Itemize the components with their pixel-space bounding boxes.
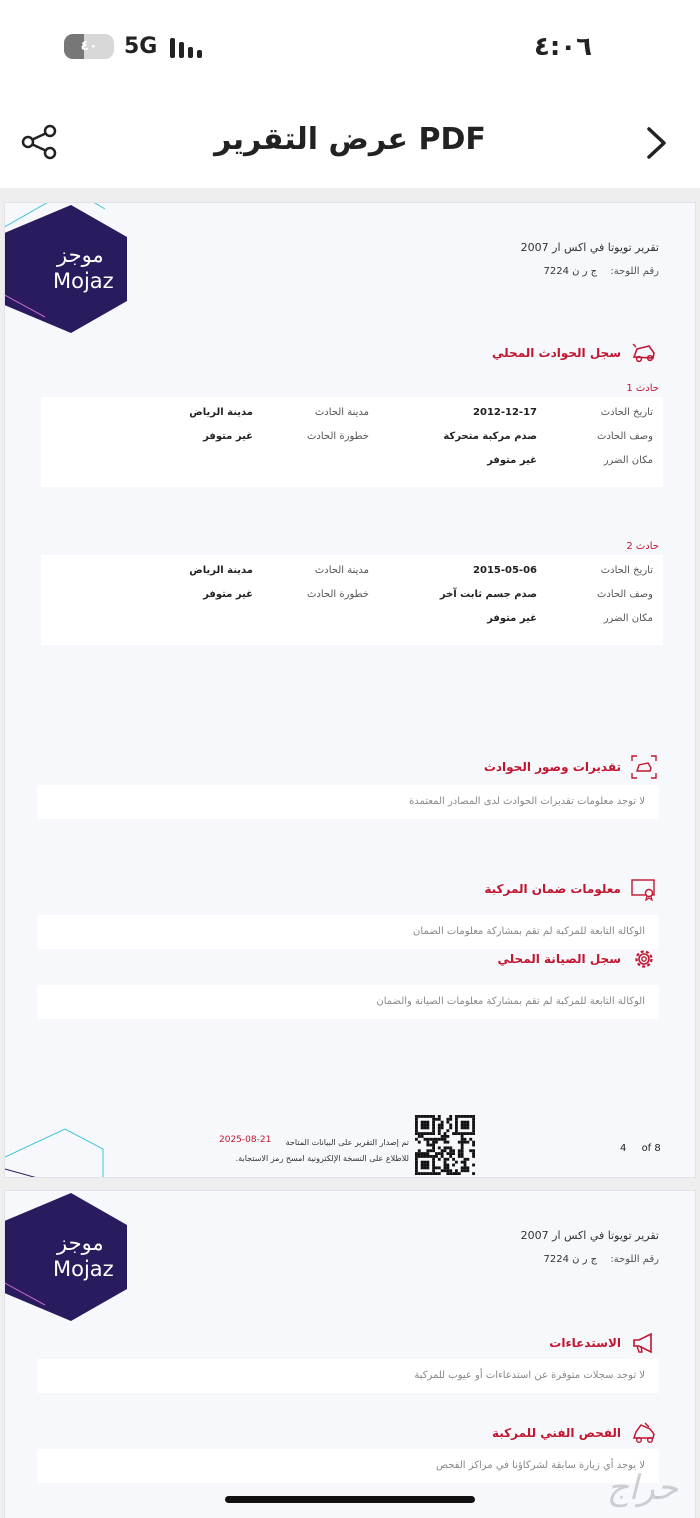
pdf-page — [4, 1190, 696, 1518]
section-title-text: سجل الصيانة المحلي — [497, 952, 621, 966]
warranty-empty-message: الوكالة التابعة للمركبة لم تقم بمشاركة معلومات الضمان — [37, 915, 659, 949]
label-city: مدينة الحادث — [314, 565, 369, 576]
pdf-page — [4, 202, 696, 1178]
label-city: مدينة الحادث — [314, 407, 369, 418]
chevron-back-icon[interactable] — [644, 126, 668, 160]
report-title: تقرير تويوتا في اكس ار 2007 — [520, 241, 659, 254]
certificate-icon — [631, 877, 657, 901]
mojaz-logo — [5, 1191, 135, 1321]
value-city: مدينة الرياض — [189, 565, 253, 576]
section-inspection-title — [492, 1421, 657, 1445]
signal-icon — [170, 36, 206, 58]
nav-bar — [0, 96, 700, 188]
car-inspection-icon — [631, 1421, 657, 1445]
megaphone-icon — [631, 1331, 657, 1355]
inspection-empty-message: لا يوجد أي زيارة سابقة لشركاؤنا في مراكز الفحص — [37, 1449, 659, 1483]
clock: ٤:٠٦ — [533, 32, 592, 62]
label-severity: خطورة الحادث — [307, 431, 369, 442]
logo-text-ar: موجز — [57, 1231, 104, 1255]
value-date: 2012-12-17 — [473, 407, 537, 418]
mojaz-logo — [5, 203, 135, 333]
section-title-text: سجل الحوادث المحلي — [492, 346, 621, 360]
accident-label: حادث 2 — [626, 541, 659, 552]
label-description: وصف الحادث — [596, 431, 653, 442]
value-date: 2015-05-06 — [473, 565, 537, 576]
footer-issued: تم إصدار التقرير على البيانات المتاحة — [285, 1138, 409, 1147]
page-indicator — [620, 1143, 661, 1154]
watermark-logo: حراج — [606, 1468, 678, 1508]
label-description: وصف الحادث — [596, 589, 653, 600]
plate-label: رقم اللوحة: — [610, 1254, 659, 1265]
corner-decoration — [5, 1123, 115, 1178]
value-damage-location: غير متوفر — [487, 455, 537, 466]
section-accidents-title — [492, 341, 657, 365]
status-bar — [0, 0, 700, 96]
footer-date: 2025-08-21 — [219, 1135, 272, 1145]
plate-value: ج ر ن 7224 — [543, 1254, 598, 1265]
section-title-text: الاستدعاءات — [549, 1336, 621, 1350]
value-description: صدم مركبة متحركة — [443, 431, 537, 442]
car-photo-icon — [631, 755, 657, 779]
report-title: تقرير تويوتا في اكس ار 2007 — [520, 1229, 659, 1242]
pdf-viewer[interactable] — [0, 188, 700, 1518]
accident-label: حادث 1 — [626, 383, 659, 394]
recalls-empty-message: لا توجد سجلات متوفرة عن استدعاءات أو عيوب للمركبة — [37, 1359, 659, 1393]
label-date: تاريخ الحادث — [600, 407, 653, 418]
section-warranty-title — [484, 877, 657, 901]
plate-label: رقم اللوحة: — [610, 266, 659, 277]
page-title: عرض التقرير PDF — [214, 122, 486, 157]
footer-scan-hint: للاطلاع على النسخة الإلكترونية امسح رمز الاستجابة. — [235, 1154, 409, 1163]
section-recalls-title — [549, 1331, 657, 1355]
section-title-text: الفحص الفني للمركبة — [492, 1426, 621, 1440]
battery-level: ٤٠ — [80, 38, 98, 54]
gear-icon — [631, 947, 657, 971]
accident-card — [41, 555, 663, 645]
value-description: صدم جسم ثابت آخر — [439, 589, 537, 600]
network-type: 5G — [124, 34, 158, 59]
battery-icon — [64, 34, 114, 59]
page-total: of 8 — [641, 1143, 661, 1154]
estimates-empty-message: لا توجد معلومات تقديرات الحوادث لدى المصادر المعتمدة — [37, 785, 659, 819]
label-severity: خطورة الحادث — [307, 589, 369, 600]
plate-value: ج ر ن 7224 — [543, 266, 598, 277]
value-damage-location: غير متوفر — [487, 613, 537, 624]
section-estimates-title — [484, 755, 657, 779]
qr-code — [413, 1115, 477, 1175]
logo-text-en: Mojaz — [53, 1257, 114, 1281]
section-title-text: تقديرات وصور الحوادث — [483, 760, 621, 774]
label-damage-location: مكان الضرر — [603, 455, 653, 466]
label-date: تاريخ الحادث — [600, 565, 653, 576]
maintenance-empty-message: الوكالة التابعة للمركبة لم تقم بمشاركة معلومات الصيانة والضمان — [37, 985, 659, 1019]
home-indicator[interactable] — [225, 1496, 475, 1503]
car-crash-icon — [631, 341, 657, 365]
report-header — [521, 1229, 659, 1265]
accident-card — [41, 397, 663, 487]
logo-text-en: Mojaz — [53, 269, 114, 293]
page-number: 4 — [620, 1143, 627, 1154]
logo-text-ar: موجز — [57, 243, 104, 267]
section-title-text: معلومات ضمان المركبة — [484, 882, 621, 896]
value-severity: غير متوفر — [203, 431, 253, 442]
value-city: مدينة الرياض — [189, 407, 253, 418]
plate-info — [521, 266, 659, 277]
value-severity: غير متوفر — [203, 589, 253, 600]
report-header — [521, 241, 659, 277]
plate-info — [521, 1254, 659, 1265]
label-damage-location: مكان الضرر — [603, 613, 653, 624]
section-maintenance-title — [498, 947, 658, 971]
